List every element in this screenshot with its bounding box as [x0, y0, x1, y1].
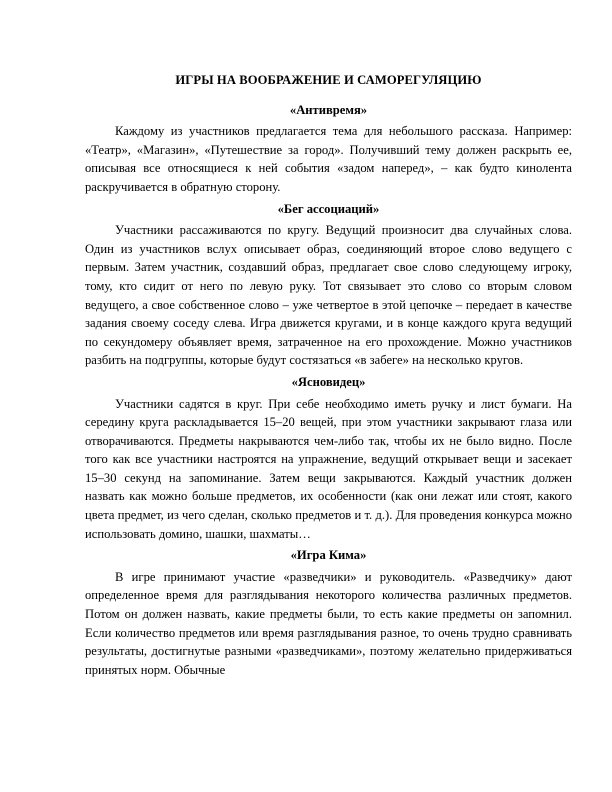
section-yasnovidets [85, 373, 572, 543]
section-beg-associaciy [85, 200, 572, 370]
section-paragraph: Участники садятся в круг. При себе необходимо иметь ручку и лист бумаги. На середину круга раскладывается 15–20 вещей, при этом участники закрывают глаза или отворачиваются. Предметы накрываются чем-либо так, чтобы их не было видно. После того как все участники настроятся на упражнение, ведущий открывает вещи и засекает 15–30 секунд на запоминание. Затем вещи закрываются. Каждый участник должен назвать как можно больше предметов, их особенности (как они лежат или стоят, какого цвета предмет, из чего сделан, сколько предметов и т. д.). Для проведения конкурса можно использовать домино, шашки, шахматы… [85, 396, 572, 541]
section-igra-kima [85, 546, 572, 679]
section-paragraph: Каждому из участников предлагается тема для небольшого рассказа. Например: «Театр», «Магазин», «Путешествие за город». Получивший тему должен раскрыть ее, описывая все относящиеся к ней события «задом наперед», – как будто кинолента раскручивается в обратную сторону. [85, 124, 572, 194]
section-heading: «Антивремя» [289, 102, 368, 117]
section-heading: «Игра Кима» [290, 548, 367, 563]
section-heading: «Бег ассоциаций» [277, 201, 380, 216]
section-paragraph: В игре принимают участие «разведчики» и руководитель. «Разведчику» дают определенное время для разглядывания некоторого количества различных предметов. Потом он должен назвать, какие предметы были, то есть какие предметы он запомнил. Если количество предметов или время разглядывания разное, то очень трудно сравнивать результаты, достигнутые разными «разведчиками», поэтому желательно придерживаться принятых норм. Обычные [85, 569, 572, 677]
section-heading: «Ясновидец» [291, 374, 366, 389]
section-paragraph: Участники рассаживаются по кругу. Ведущий произносит два случайных слова. Один из участников вслух описывает образ, соединяющий второе слово ведущего с первым. Затем участник, создавший образ, предлагает свое слово следующему игроку, тому, кто сидит от него по левую руку. Тот связывает это слово со вторым словом ведущего, а свое собственное слово – уже четвертое в этой цепочке – передает в качестве задания своему соседу слева. Игра движется кругами, и в конце каждого круга ведущий по секундомеру объявляет время, затраченное на его прохождение. Можно участников разбить на подгруппы, которые будут состязаться «в забеге» на несколько кругов. [85, 223, 572, 368]
document-title: ИГРЫ НА ВООБРАЖЕНИЕ И САМОРЕГУЛЯЦИЮ [175, 73, 482, 87]
section-antivremya [85, 101, 572, 197]
document-body [85, 71, 572, 682]
